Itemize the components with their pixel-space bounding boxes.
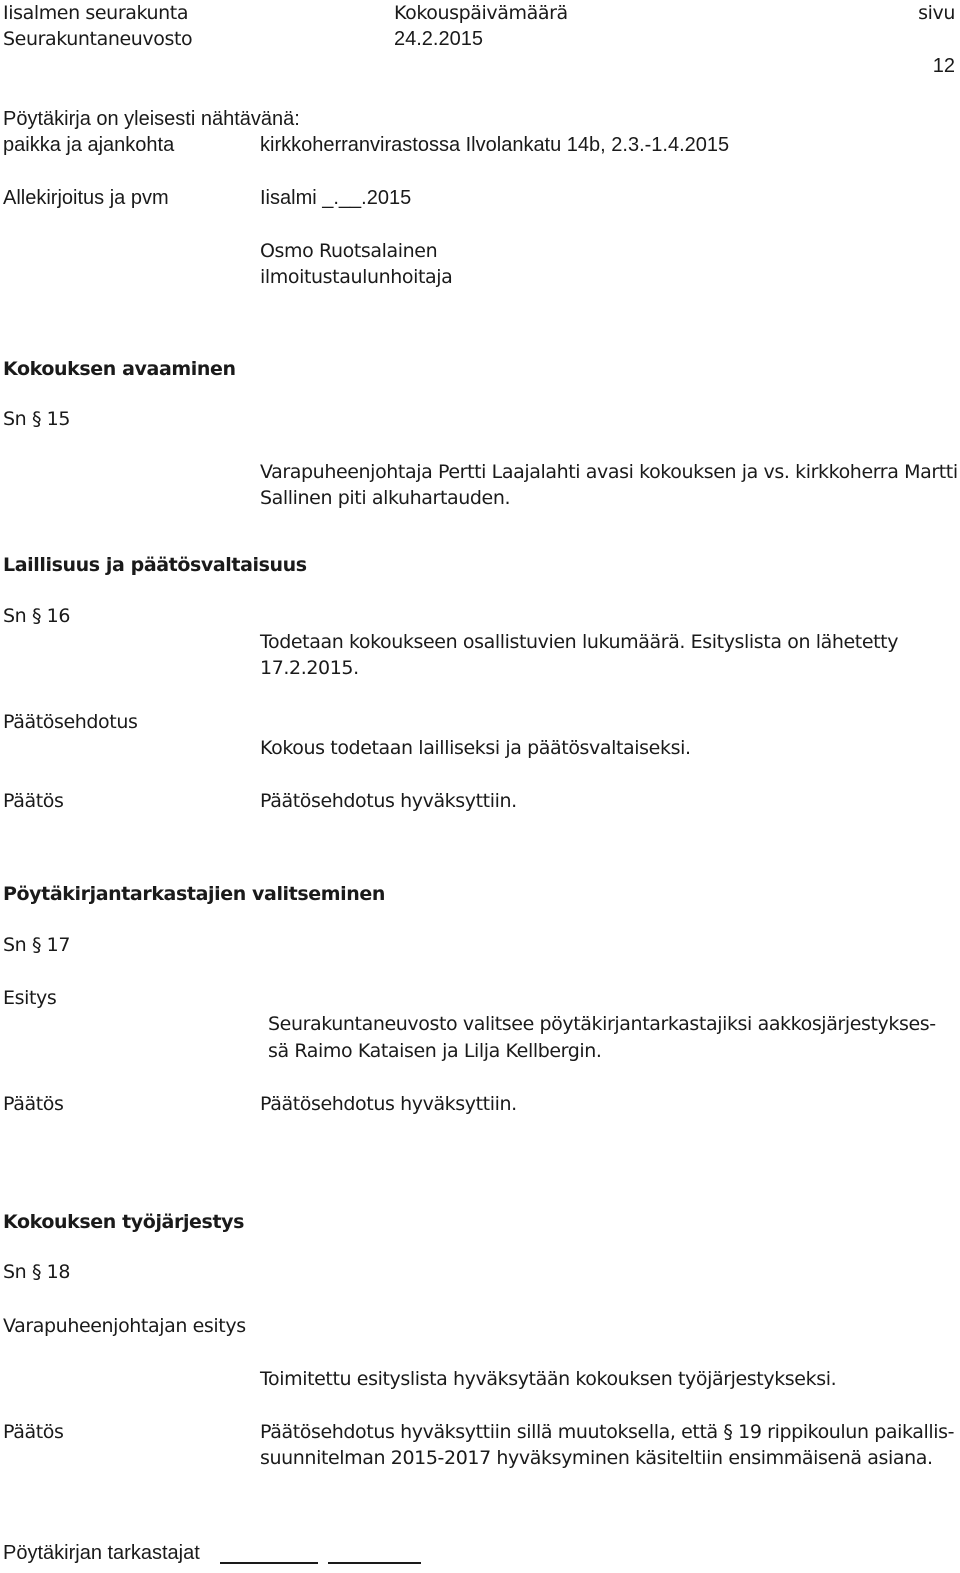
- s15-text-line1: Varapuheenjohtaja Pertti Laajalahti avasi kokouksen ja vs. kirkkoherra Martti: [260, 461, 958, 483]
- s18-section: Sn § 18: [3, 1261, 71, 1283]
- s16-title: Laillisuus ja päätösvaltaisuus: [3, 554, 307, 576]
- date-value: 24.2.2015: [394, 28, 483, 50]
- s15-title: Kokouksen avaaminen: [3, 358, 236, 380]
- s18-decision-line2: suunnitelman 2015-2017 hyväksyminen käsiteltiin ensimmäisenä asiana.: [260, 1447, 933, 1469]
- s16-decision-label: Päätös: [3, 790, 64, 812]
- page-number: 12: [932, 55, 955, 77]
- s16-section: Sn § 16: [3, 605, 71, 627]
- s17-decision-label: Päätös: [3, 1093, 64, 1115]
- s17-proposal-label: Esitys: [3, 987, 57, 1009]
- notice-heading: Pöytäkirja on yleisesti nähtävänä:: [3, 108, 300, 130]
- s16-proposal-text: Kokous todetaan lailliseksi ja päätösvaltaiseksi.: [260, 737, 691, 759]
- s18-proposal-label: Varapuheenjohtajan esitys: [3, 1315, 246, 1337]
- s17-proposal-line2: sä Raimo Kataisen ja Lilja Kellbergin.: [268, 1040, 602, 1062]
- checkers-label: Pöytäkirjan tarkastajat: [3, 1542, 200, 1564]
- s16-proposal-label: Päätösehdotus: [3, 711, 138, 733]
- s15-section: Sn § 15: [3, 408, 71, 430]
- s16-decision-text: Päätösehdotus hyväksyttiin.: [260, 790, 517, 812]
- s16-text-line2: 17.2.2015.: [260, 657, 359, 679]
- page-label: sivu: [918, 2, 955, 24]
- s17-section: Sn § 17: [3, 934, 71, 956]
- s18-decision-label: Päätös: [3, 1421, 64, 1443]
- s17-title: Pöytäkirjantarkastajien valitseminen: [3, 883, 386, 905]
- checker-signature-line-2: [328, 1562, 421, 1564]
- signature-value: Iisalmi _.__.2015: [260, 187, 412, 209]
- s15-text-line2: Sallinen piti alkuhartauden.: [260, 487, 511, 509]
- signer-title: ilmoitustaulunhoitaja: [260, 266, 453, 288]
- date-label: Kokouspäivämäärä: [394, 2, 568, 24]
- notice-place-value: kirkkoherranvirastossa Ilvolankatu 14b, 2.3.-1.4.2015: [260, 134, 730, 156]
- s16-text-line1: Todetaan kokoukseen osallistuvien lukumäärä. Esityslista on lähetetty: [260, 631, 899, 653]
- s18-title: Kokouksen työjärjestys: [3, 1211, 245, 1233]
- checker-signature-line-1: [220, 1562, 318, 1564]
- signature-label: Allekirjoitus ja pvm: [3, 187, 169, 209]
- notice-place-label: paikka ja ajankohta: [3, 134, 175, 156]
- s18-proposal-text: Toimitettu esityslista hyväksytään kokouksen työjärjestykseksi.: [260, 1368, 837, 1390]
- s17-proposal-line1: Seurakuntaneuvosto valitsee pöytäkirjantarkastajiksi aakkosjärjestykses-: [268, 1013, 936, 1035]
- signer-name: Osmo Ruotsalainen: [260, 240, 438, 262]
- body-name: Seurakuntaneuvosto: [3, 28, 193, 50]
- s17-decision-text: Päätösehdotus hyväksyttiin.: [260, 1093, 517, 1115]
- s18-decision-line1: Päätösehdotus hyväksyttiin sillä muutoksella, että § 19 rippikoulun paikallis-: [260, 1421, 955, 1443]
- org-name: Iisalmen seurakunta: [3, 2, 189, 24]
